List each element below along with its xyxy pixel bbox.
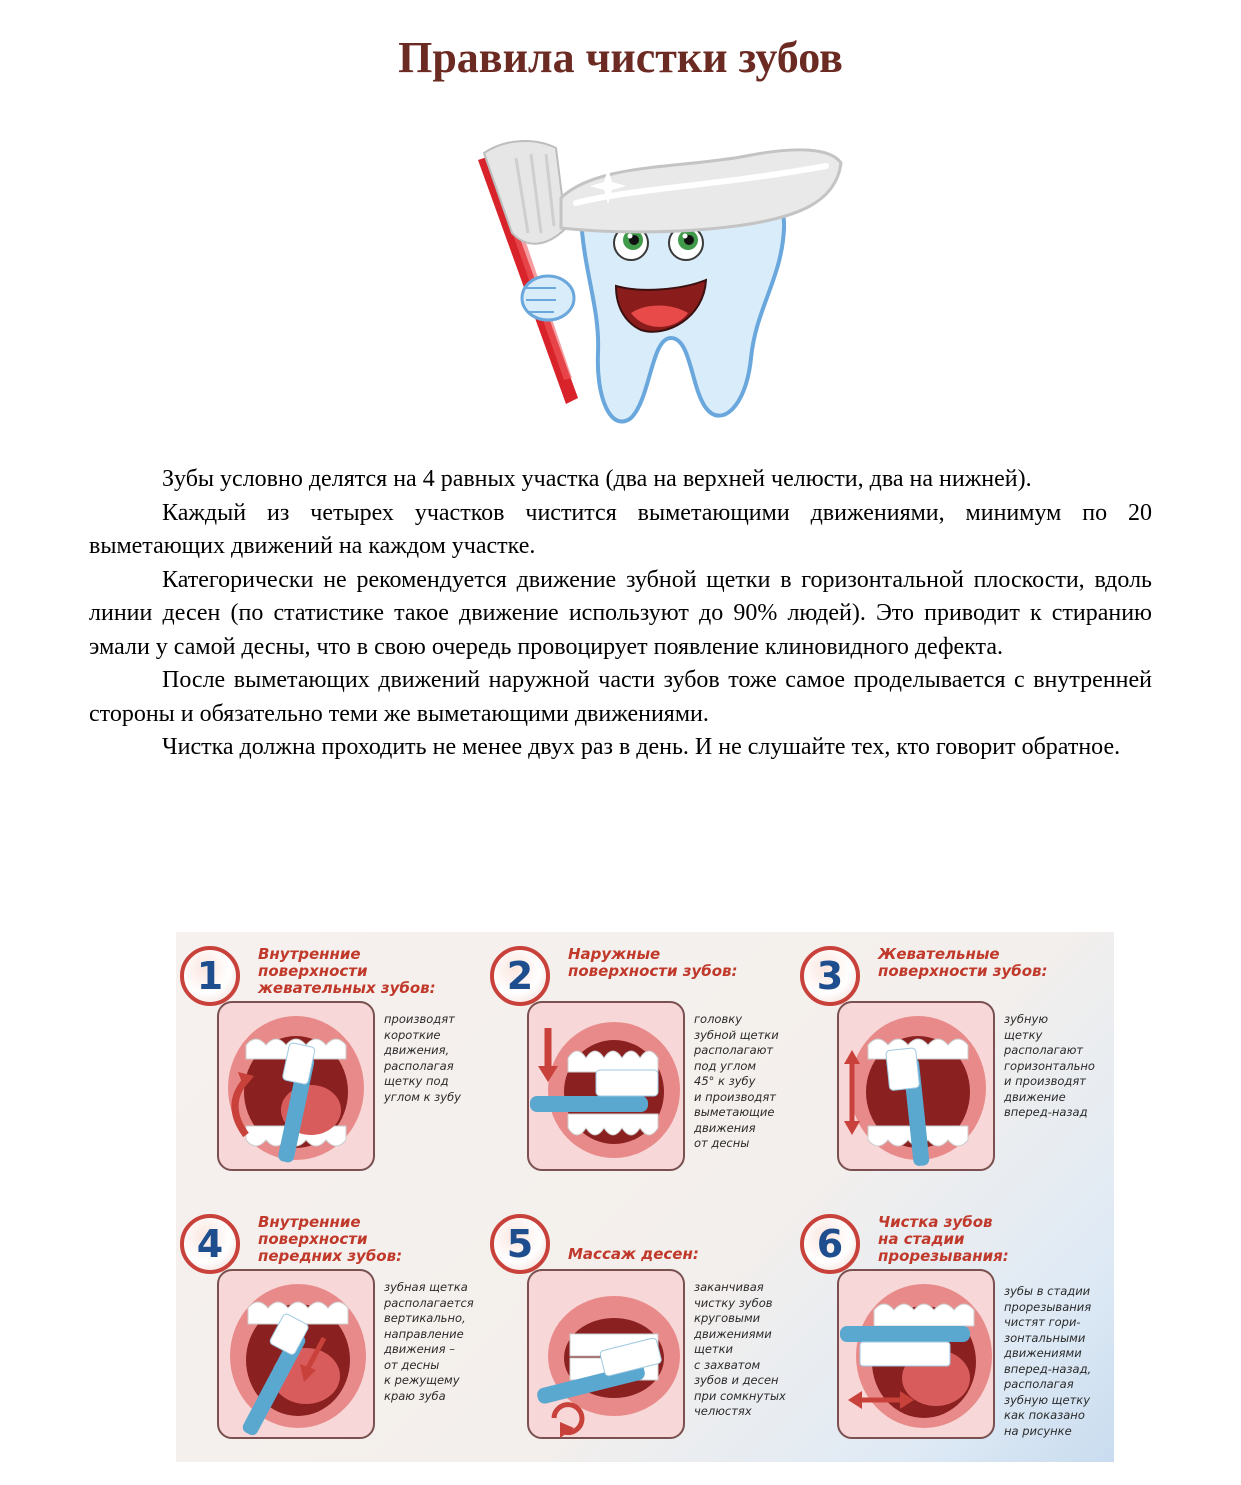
step-number: 6 [800, 1214, 860, 1274]
step-panel [796, 1200, 1106, 1462]
mouth-brush-illustration [836, 1000, 996, 1175]
toothbrush-icon [478, 141, 578, 404]
step-heading: Массаж десен: [568, 1245, 699, 1263]
step-description: головку зубной щетки располагают под углом 45° к зубу и производят выметающие движения от десны [694, 1012, 779, 1150]
paragraph: После выметающих движений наружной части зубов тоже самое проделывается с внутренней стороны и обязательно теми же выметающими движениями. [89, 667, 1152, 727]
mouth-brush-illustration [216, 1000, 376, 1175]
page-title: Правила чистки зубов [398, 33, 843, 82]
step-number: 4 [180, 1214, 240, 1274]
step-heading: Жевательные поверхности зубов: [878, 945, 1048, 980]
toothpaste-icon [561, 150, 841, 232]
step-panel [176, 1200, 486, 1462]
paragraph: Зубы условно делятся на 4 равных участка (два на верхней челюсти, два на нижней). [162, 466, 1032, 492]
step-number: 1 [180, 946, 240, 1006]
step-number: 3 [800, 946, 860, 1006]
step-description: зубную щетку располагают горизонтально и производят движение вперед-назад [1004, 1012, 1095, 1119]
brushing-steps-infographic [176, 932, 1114, 1462]
step-description: заканчивая чистку зубов круговыми движениями щетки с захватом зубов и десен при сомкнутых челюстях [694, 1280, 786, 1418]
tooth-mascot-illustration [466, 108, 866, 438]
step-number: 2 [490, 946, 550, 1006]
step-heading: Чистка зубов на стадии прорезывания: [878, 1213, 1009, 1265]
step-panel [486, 1200, 796, 1462]
step-heading: Внутренние поверхности передних зубов: [258, 1213, 403, 1265]
paragraph: Чистка должна проходить не менее двух раз в день. И не слушайте тех, кто говорит обратное. [162, 734, 1121, 760]
step-panel [176, 932, 486, 1194]
step-description: производят короткие движения, располагая щетку под углом к зубу [384, 1012, 461, 1104]
step-number: 5 [490, 1214, 550, 1274]
instructions-text [89, 463, 1152, 765]
mouth-brush-illustration [216, 1268, 376, 1443]
step-description: зубная щетка располагается вертикально, направление движения – от десны к режущему краю зуба [384, 1280, 474, 1403]
step-description: зубы в стадии прорезывания чистят гори- зонтальными движениями вперед-назад, располагая зубную щетку как показано на рисунке [1004, 1284, 1092, 1438]
mouth-brush-illustration [526, 1268, 686, 1443]
mouth-brush-illustration [836, 1268, 996, 1443]
step-panel [796, 932, 1106, 1194]
step-heading: Внутренние поверхности жевательных зубов: [258, 945, 436, 997]
mouth-brush-illustration [526, 1000, 686, 1175]
paragraph: Категорически не рекомендуется движение зубной щетки в горизонтальной плоскости, вдоль линии десен (по статистике такое движение используют до 90% людей). Это приводит к стиранию эмали у самой десны, что в свою очередь провоцирует появление клиновидного дефекта. [89, 566, 1152, 660]
paragraph: Каждый из четырех участков чистится выметающими движениями, минимум по 20 выметающих движений на каждом участке. [89, 499, 1152, 559]
step-panel [486, 932, 796, 1194]
step-heading: Наружные поверхности зубов: [568, 945, 738, 980]
